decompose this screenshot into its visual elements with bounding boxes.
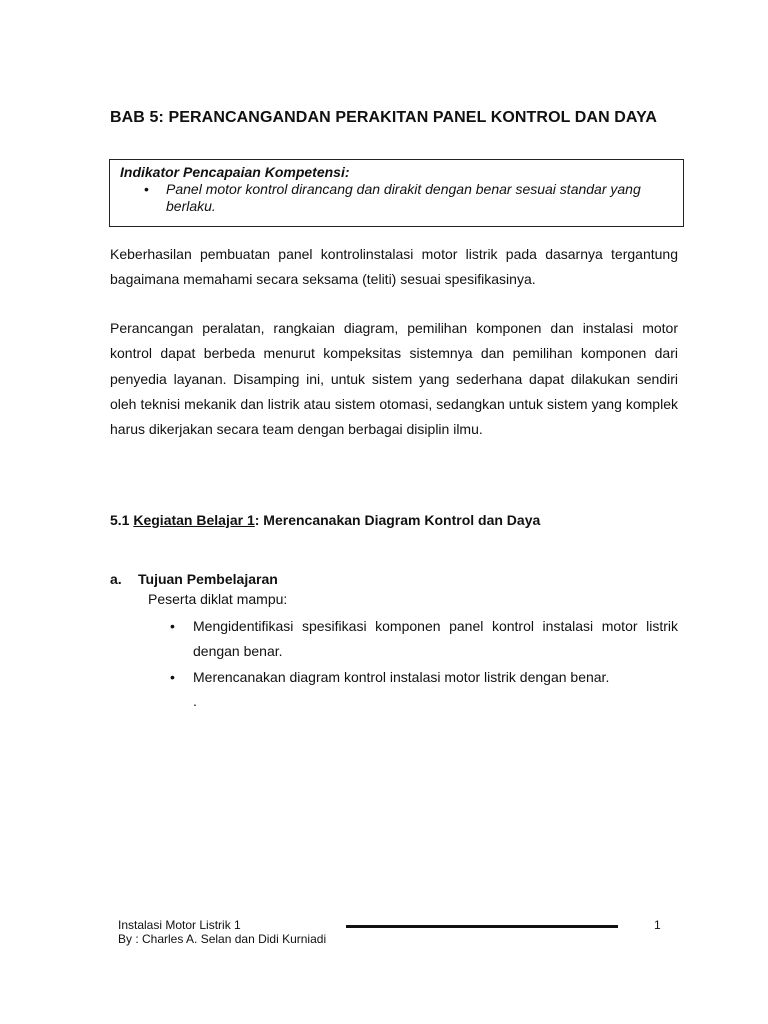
objectives-heading [110,570,690,588]
bullet-icon: • [170,618,175,634]
trailing-dot: . [193,693,197,709]
section-activity-label: Kegiatan Belajar 1 [133,512,255,528]
objectives-list [148,614,678,690]
chapter-title: BAB 5: PERANCANGANDAN PERAKITAN PANEL KONTROL DAN DAYA [110,109,658,126]
objectives-letter: a. [110,571,122,587]
footer-divider [346,925,618,928]
footer-authors: By : Charles A. Selan dan Didi Kurniadi [118,932,327,946]
indicator-list [120,181,673,215]
objectives-title: Tujuan Pembelajaran [138,571,278,587]
page-number: 1 [654,918,661,932]
objective-item [148,665,678,690]
indicator-item-text: Panel motor kontrol dirancang dan dirakit dengan benar sesuai standar yang berlaku. [166,181,641,214]
paragraph-design: Perancangan peralatan, rangkaian diagram, pemilihan komponen dan instalasi motor kontrol dapat berbeda menurut kompeksitas sistemnya dan pemilihan komponen dari penyedia layanan. Disamping ini, untuk sistem yang sederhana dapat dilakukan sendiri oleh teknisi mekanik dan listrik atau sistem otomasi, sedangkan untuk sistem yang komplek harus dikerjakan secara team dengan berbagai disiplin ilmu. [110,320,678,438]
section-title: : Merencanakan Diagram Kontrol dan Daya [254,512,541,528]
competency-indicator-box [109,159,684,227]
objective-item-text: Merencanakan diagram kontrol instalasi motor listrik dengan benar. [193,668,610,685]
objective-item [148,614,678,665]
bullet-icon: • [144,181,149,197]
objectives-intro: Peserta diklat mampu: [148,591,288,607]
objective-item-text: Mengidentifikasi spesifikasi komponen panel kontrol instalasi motor listrik dengan benar. [193,618,678,660]
section-number: 5.1 [110,512,130,528]
footer-credits [118,918,326,946]
footer-book-title: Instalasi Motor Listrik 1 [118,918,241,932]
indicator-item [120,181,673,215]
indicator-title: Indikator Pencapaian Kompetensi: [120,164,350,180]
paragraph-intro: Keberhasilan pembuatan panel kontrolinstalasi motor listrik pada dasarnya tergantung bagaimana memahami secara seksama (teliti) sesuai spesifikasinya. [110,246,678,288]
bullet-icon: • [170,668,175,685]
section-heading [110,510,690,530]
